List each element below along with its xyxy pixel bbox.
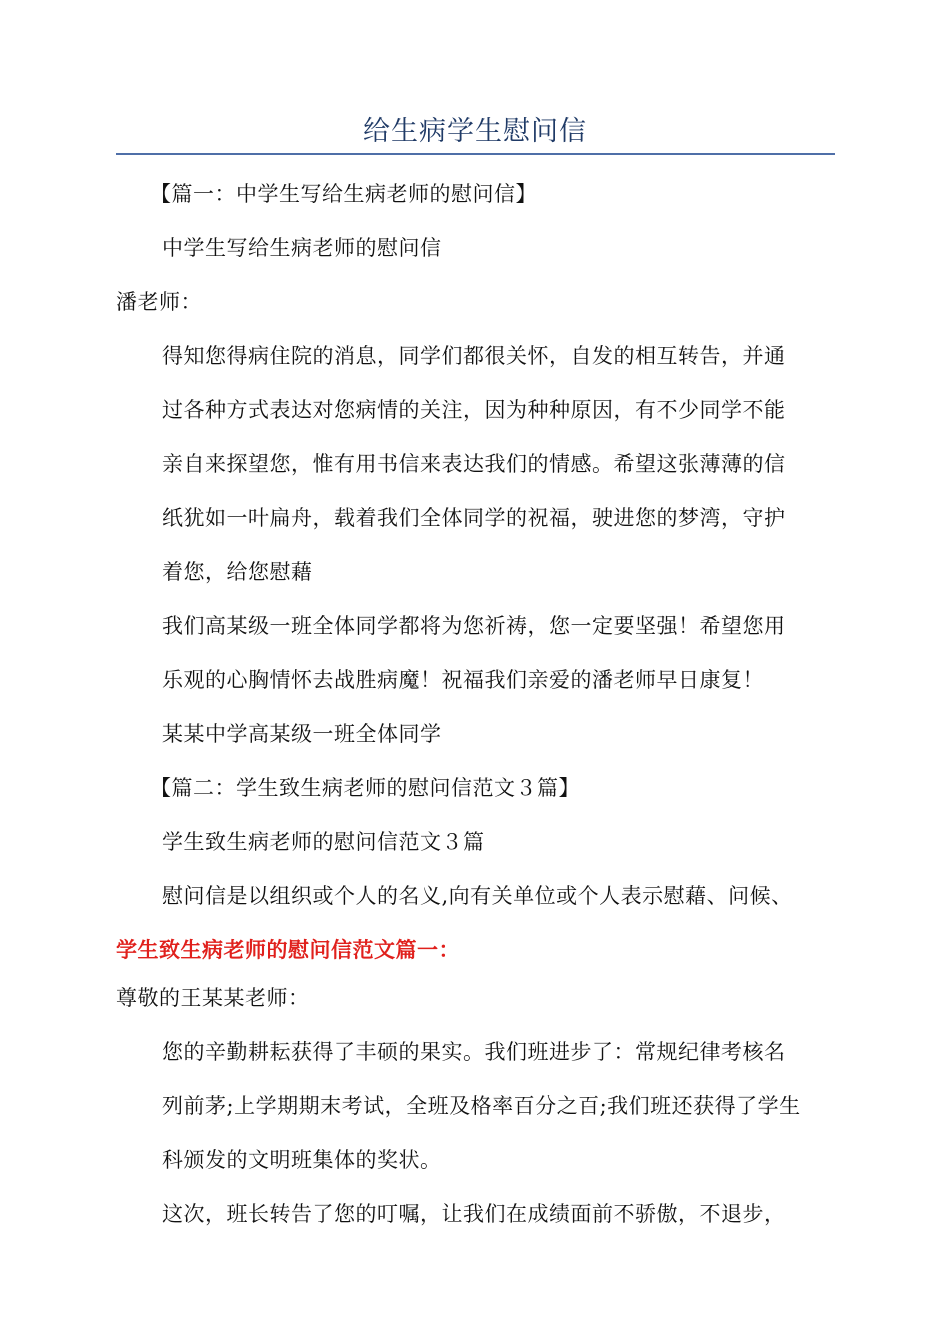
subtitle-1: 中学生写给生病老师的慰问信 <box>162 236 442 260</box>
salutation-2: 尊敬的王某某老师： <box>116 986 310 1010</box>
section-heading-1: 【篇一：中学生写给生病老师的慰问信】 <box>150 182 537 206</box>
signature-line: 某某中学高某级一班全体同学 <box>162 722 442 746</box>
paragraph-line: 得知您得病住院的消息，同学们都很关怀，自发的相互转告，并通 <box>162 344 786 368</box>
paragraph-line: 乐观的心胸情怀去战胜病魔！祝福我们亲爱的潘老师早日康复！ <box>162 668 764 692</box>
paragraph-line: 科颁发的文明班集体的奖状。 <box>162 1148 442 1172</box>
paragraph-line: 过各种方式表达对您病情的关注，因为种种原因，有不少同学不能 <box>162 398 786 422</box>
subtitle-2: 学生致生病老师的慰问信范文３篇 <box>162 830 485 854</box>
paragraph-line: 我们高某级一班全体同学都将为您祈祷，您一定要坚强！希望您用 <box>162 614 786 638</box>
paragraph-line: 慰问信是以组织或个人的名义,向有关单位或个人表示慰藉、问候、 <box>162 884 793 908</box>
section-heading-2: 【篇二：学生致生病老师的慰问信范文３篇】 <box>150 776 580 800</box>
paragraph-line: 着您，给您慰藉 <box>162 560 313 584</box>
salutation-1: 潘老师： <box>116 290 202 314</box>
title-underline <box>116 153 835 155</box>
paragraph-line: 亲自来探望您，惟有用书信来表达我们的情感。希望这张薄薄的信 <box>162 452 786 476</box>
document-title: 给生病学生慰问信 <box>363 116 587 147</box>
paragraph-line: 这次，班长转告了您的叮嘱，让我们在成绩面前不骄傲，不退步， <box>162 1202 786 1226</box>
paragraph-line: 您的辛勤耕耘获得了丰硕的果实。我们班进步了：常规纪律考核名 <box>162 1040 786 1064</box>
paragraph-line: 列前茅;上学期期末考试，全班及格率百分之百;我们班还获得了学生 <box>162 1094 801 1118</box>
highlight-heading: 学生致生病老师的慰问信范文篇一： <box>116 938 460 962</box>
paragraph-line: 纸犹如一叶扁舟，载着我们全体同学的祝福，驶进您的梦湾，守护 <box>162 506 786 530</box>
